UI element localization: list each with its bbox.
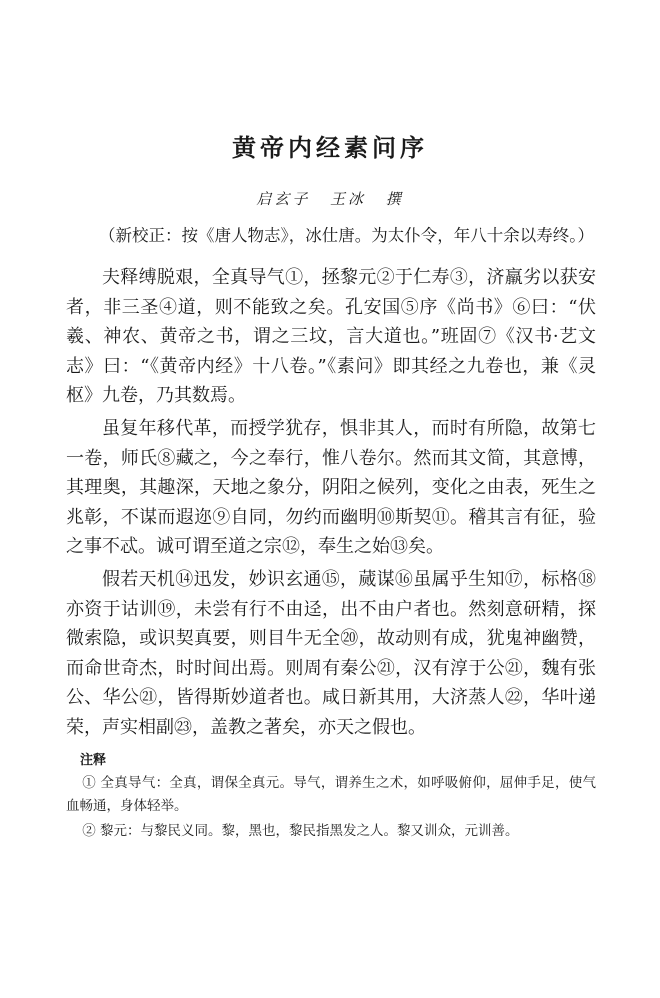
author-subname: 王冰 [329,190,366,208]
author-name: 启玄子 [256,190,311,208]
paragraph: 虽复年移代革，而授学犹存，惧非其人，而时有所隐，故第七一卷，师氏⑧藏之，今之奉行，惟八卷尔。然而其文简，其意博，其理奥，其趣深，天地之象分，阴阳之候列，变化之由表，死生之兆彰，不谋而遐迩⑨自同，勿约而幽明⑩斯契⑪。稽其言有征，验之事不忒。诚可谓至道之宗⑫，奉生之始⑬矣。 [66,417,596,558]
intro-note: （新校正：按《唐人物志》，冰仕唐。为太仆令，年八十余以寿终。） [99,226,594,245]
notes-heading: 注释 [80,752,107,768]
footnote: ① 全真导气：全真，谓保全真元。导气，谓养生之术，如呼吸俯仰，屈伸手足，使气血畅通，身体轻举。 [66,774,596,814]
paragraph: 假若天机⑭迅发，妙识玄通⑮，蒇谋⑯虽属乎生知⑰，标格⑱亦资于诂训⑲，未尝有行不由迳，出不由户者也。然刻意研精，探微索隐，或识契真要，则目牛无全⑳，故动则有成，犹鬼神幽赞，而命世奇杰，时时间出焉。则周有秦公㉑，汉有淳于公㉑，魏有张公、华公㉑，皆得斯妙道者也。咸日新其用，大济蒸人㉒，华叶递荣，声实相副㉓，盖教之著矣，亦天之假也。 [66,568,596,738]
footnote: ② 黎元：与黎民义同。黎，黑也，黎民指黑发之人。黎又训众，元训善。 [82,822,519,839]
text-body [66,222,596,845]
page-title: 黄帝内经素问序 [232,134,428,162]
author-role: 撰 [385,190,404,208]
paragraph: 夫释缚脱艰，全真导气①，拯黎元②于仁寿③，济羸劣以获安者，非三圣④道，则不能致之矣。孔安国⑤序《尚书》⑥曰：“伏羲、神农、黄帝之书，谓之三坟，言大道也。”班固⑦《汉书·艺文志》曰：“《黄帝内经》十八卷。”《素问》即其经之九卷也，兼《灵枢》九卷，乃其数焉。 [66,267,596,407]
author-line [0,188,660,209]
